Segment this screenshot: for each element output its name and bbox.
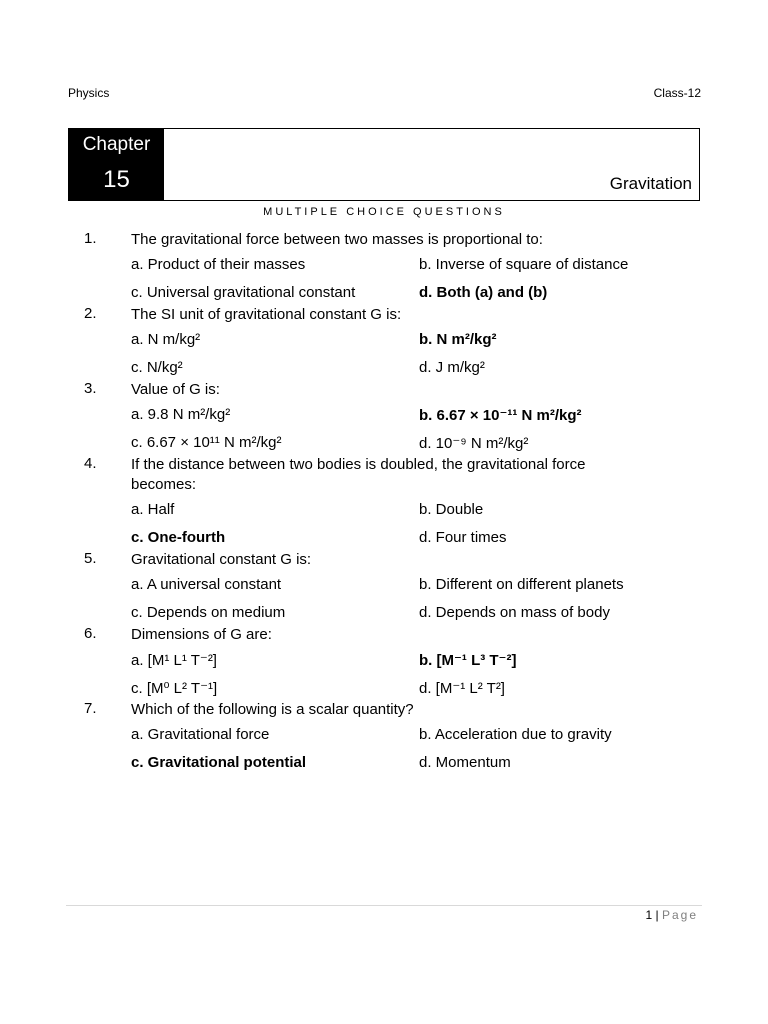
question-number: 4. bbox=[84, 455, 97, 472]
page-number-separator: | bbox=[655, 908, 659, 922]
option-row bbox=[0, 428, 768, 456]
chapter-title: Gravitation bbox=[609, 174, 692, 193]
page-label: Page bbox=[661, 908, 698, 922]
option-row bbox=[0, 748, 768, 776]
option-correct: c. One-fourth bbox=[131, 528, 226, 546]
option: a. 9.8 N m²/kg² bbox=[131, 406, 231, 423]
question-number: 2. bbox=[84, 305, 97, 322]
option: a. N m/kg² bbox=[131, 331, 201, 348]
option: b. Acceleration due to gravity bbox=[419, 726, 612, 743]
option-row bbox=[0, 278, 768, 306]
option-row bbox=[0, 353, 768, 381]
option-row bbox=[0, 673, 768, 701]
option-row bbox=[0, 645, 768, 673]
option: b. Double bbox=[419, 501, 484, 518]
page-number bbox=[645, 908, 698, 922]
question-stem: The gravitational force between two masses is proportional to: bbox=[131, 231, 543, 248]
option: d. 10⁻⁹ N m²/kg² bbox=[419, 434, 529, 452]
option-row bbox=[0, 250, 768, 278]
question-item bbox=[0, 625, 768, 700]
option: c. Depends on medium bbox=[131, 603, 286, 621]
option: a. Product of their masses bbox=[131, 256, 306, 273]
option: a. [M¹ L¹ T⁻²] bbox=[131, 652, 217, 669]
option: c. 6.67 × 10¹¹ N m²/kg² bbox=[131, 433, 282, 451]
option: c. [M⁰ L² T⁻¹] bbox=[131, 679, 218, 697]
question-stem: The SI unit of gravitational constant G is: bbox=[131, 306, 402, 323]
option: d. Four times bbox=[419, 528, 507, 546]
option: c. Universal gravitational constant bbox=[131, 283, 356, 301]
option-correct: b. N m²/kg² bbox=[419, 331, 497, 348]
chapter-number: 15 bbox=[103, 166, 130, 193]
option: b. Different on different planets bbox=[419, 576, 624, 593]
question-item bbox=[0, 550, 768, 625]
page-number-value: 1 bbox=[645, 908, 653, 922]
question-stem: Dimensions of G are: bbox=[131, 626, 272, 643]
question-item bbox=[0, 700, 768, 775]
option-row bbox=[0, 570, 768, 598]
chapter-banner bbox=[68, 128, 700, 201]
option-correct: b. [M⁻¹ L³ T⁻²] bbox=[419, 652, 517, 669]
option-row bbox=[0, 495, 768, 523]
option-correct: b. 6.67 × 10⁻¹¹ N m²/kg² bbox=[419, 407, 582, 424]
option: a. A universal constant bbox=[131, 576, 282, 593]
question-item bbox=[0, 230, 768, 305]
option-row bbox=[0, 598, 768, 626]
section-title: MULTIPLE CHOICE QUESTIONS bbox=[263, 206, 505, 218]
option: d. Momentum bbox=[419, 753, 511, 771]
question-item bbox=[0, 305, 768, 380]
option-row bbox=[0, 400, 768, 428]
option: d. Depends on mass of body bbox=[419, 603, 610, 621]
option-row bbox=[0, 325, 768, 353]
question-stem: Which of the following is a scalar quantity? bbox=[131, 701, 414, 718]
option-correct: c. Gravitational potential bbox=[131, 753, 307, 771]
option: a. Half bbox=[131, 501, 175, 518]
question-list bbox=[0, 230, 768, 775]
question-number: 3. bbox=[84, 380, 97, 397]
question-item bbox=[0, 455, 768, 550]
option: c. N/kg² bbox=[131, 358, 183, 376]
header-class: Class-12 bbox=[653, 86, 701, 100]
option: b. Inverse of square of distance bbox=[419, 256, 629, 273]
question-stem: Value of G is: bbox=[131, 381, 220, 398]
question-number: 5. bbox=[84, 550, 97, 567]
question-stem: If the distance between two bodies is doubled, the gravitational force becomes: bbox=[131, 456, 586, 493]
option-correct: d. Both (a) and (b) bbox=[419, 283, 548, 301]
chapter-tag bbox=[69, 129, 164, 200]
chapter-word: Chapter bbox=[82, 134, 151, 155]
question-item bbox=[0, 380, 768, 455]
option: d. [M⁻¹ L² T²] bbox=[419, 679, 505, 697]
option: a. Gravitational force bbox=[131, 726, 270, 743]
question-number: 7. bbox=[84, 700, 97, 717]
option: d. J m/kg² bbox=[419, 358, 485, 376]
question-number: 6. bbox=[84, 625, 97, 642]
header-subject: Physics bbox=[68, 86, 110, 100]
footer-rule bbox=[66, 905, 702, 906]
option-row bbox=[0, 523, 768, 551]
option-row bbox=[0, 720, 768, 748]
question-number: 1. bbox=[84, 230, 97, 247]
question-stem: Gravitational constant G is: bbox=[131, 551, 312, 568]
